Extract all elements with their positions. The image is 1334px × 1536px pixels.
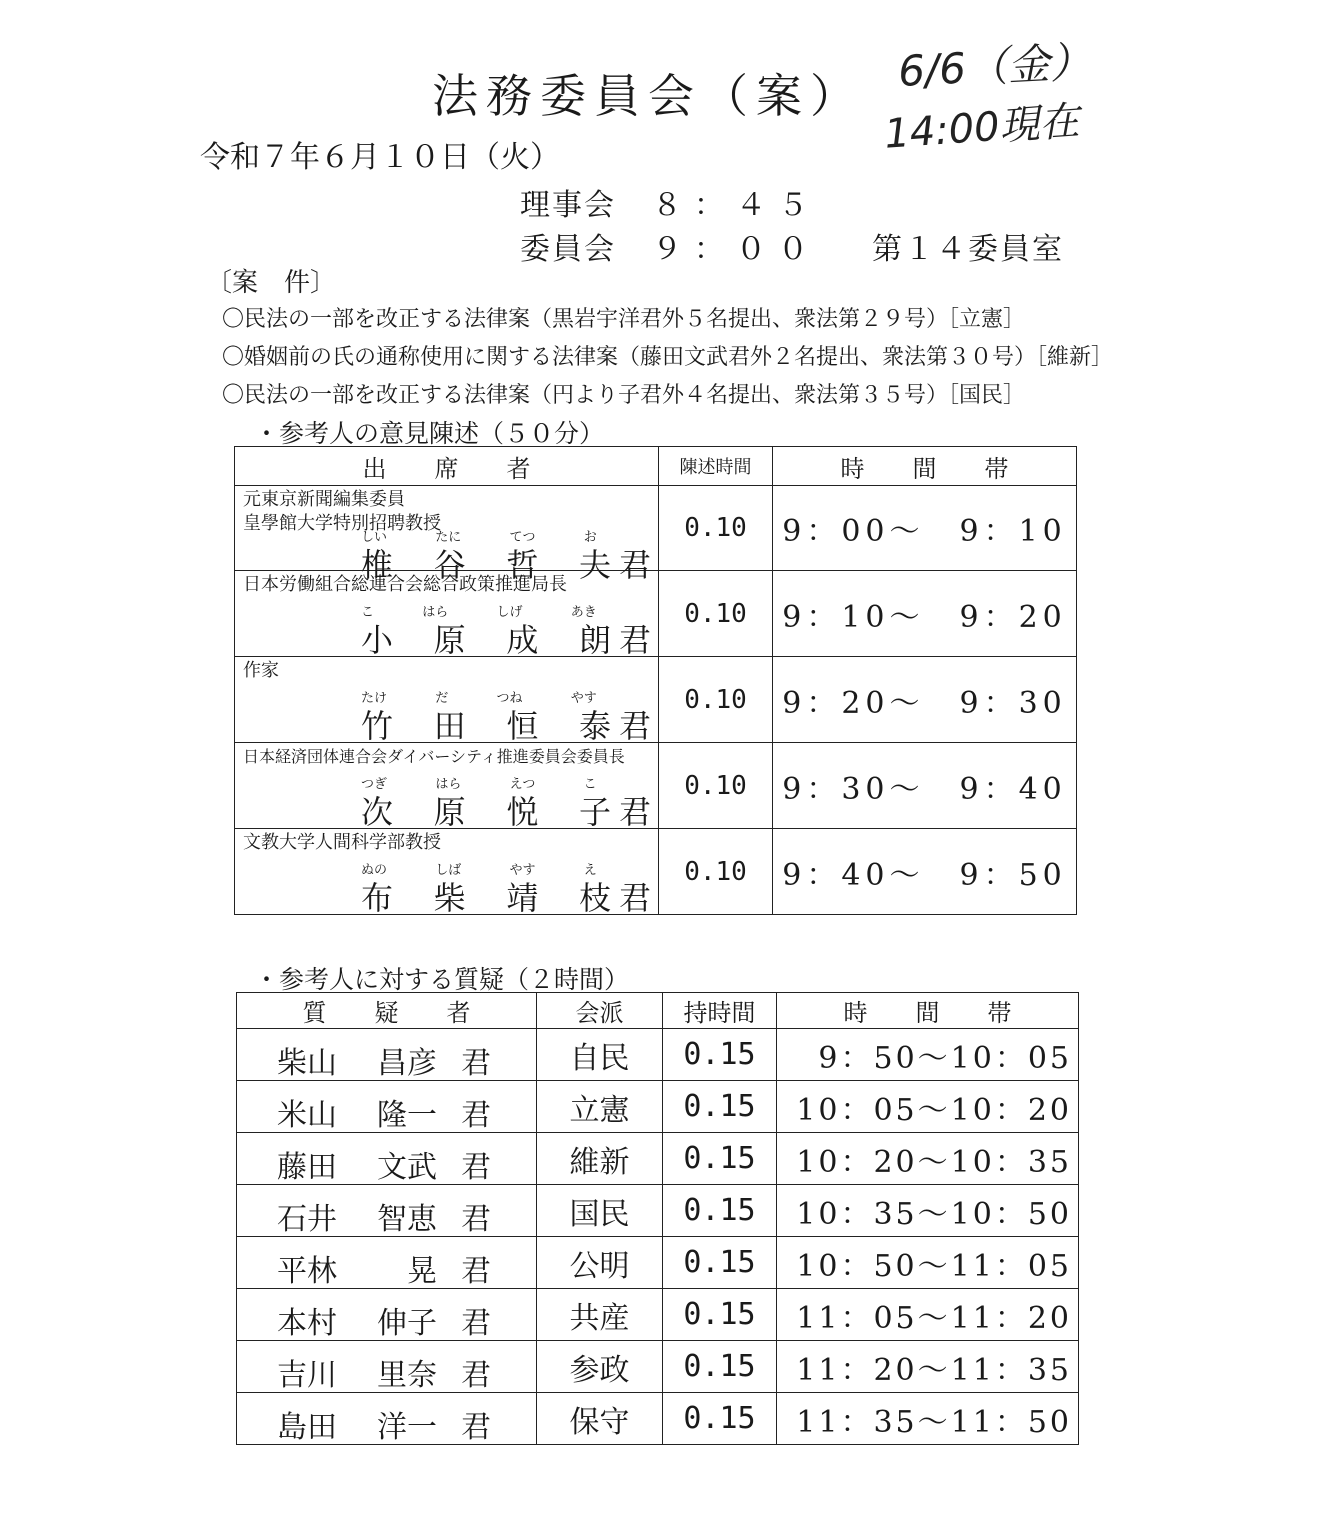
party: 自民 bbox=[537, 1029, 663, 1081]
timeslot: 9：30～ 9：40 bbox=[773, 743, 1077, 829]
rijikai-label: 理事会 bbox=[520, 188, 616, 223]
furigana-char: しば bbox=[435, 863, 462, 878]
header-party: 会派 bbox=[537, 993, 663, 1029]
question-section-title: ・参考人に対する質疑（２時間） bbox=[254, 965, 630, 994]
honorific: 君 bbox=[619, 546, 652, 584]
given-name: 智恵 bbox=[377, 1202, 437, 1237]
statement-duration: 0.10 bbox=[659, 571, 773, 657]
iinkai-time: ９：００ bbox=[652, 232, 820, 267]
page-title: 法務委員会（案） bbox=[432, 69, 864, 123]
honorific: 君 bbox=[461, 1046, 491, 1081]
honorific: 君 bbox=[461, 1410, 491, 1445]
questioner-cell bbox=[237, 1185, 537, 1237]
allotted-time: 0.15 bbox=[663, 1289, 777, 1341]
attendee-cell bbox=[235, 486, 659, 584]
furigana-char: やす bbox=[509, 863, 536, 878]
honorific: 君 bbox=[461, 1358, 491, 1393]
honorific: 君 bbox=[619, 621, 652, 659]
questioner-cell bbox=[237, 1341, 537, 1393]
given-name: 昌彦 bbox=[377, 1046, 437, 1081]
timeslot: 9：00～ 9：10 bbox=[773, 486, 1077, 571]
party: 公明 bbox=[537, 1237, 663, 1289]
handwritten-date-note: 6/6（金） bbox=[896, 36, 1093, 97]
timeslot: 9：50～10：05 bbox=[777, 1029, 1079, 1081]
name-char: 竹 bbox=[361, 707, 394, 745]
given-name: 文武 bbox=[377, 1150, 437, 1185]
table-header-row bbox=[237, 993, 1079, 1029]
questioner-cell bbox=[237, 1237, 537, 1289]
timeslot: 10：20～10：35 bbox=[777, 1133, 1079, 1185]
questioner-cell bbox=[237, 1133, 537, 1185]
affiliation: 作家 bbox=[243, 660, 279, 681]
header-timeslot: 時 間 帯 bbox=[773, 447, 1077, 486]
name-char: 原 bbox=[433, 793, 466, 831]
handwritten-time-note: 14:00現在 bbox=[882, 98, 1081, 158]
table-row bbox=[235, 829, 1077, 915]
meeting-room: 第１４委員室 bbox=[872, 232, 1064, 267]
name-char: 原 bbox=[433, 621, 466, 659]
surname: 平林 bbox=[277, 1254, 337, 1289]
meeting-date: 令和７年６月１０日（火） bbox=[200, 140, 560, 175]
surname: 米山 bbox=[277, 1098, 337, 1133]
table-row bbox=[237, 1029, 1079, 1081]
table-row bbox=[237, 1133, 1079, 1185]
party: 保守 bbox=[537, 1393, 663, 1445]
name-char: 布 bbox=[361, 879, 394, 917]
name-char: 谷 bbox=[433, 546, 466, 584]
attendee-name bbox=[361, 701, 611, 747]
affiliation: 日本労働組合総連合会総合政策推進局長 bbox=[243, 574, 567, 595]
name-char: 靖 bbox=[506, 879, 539, 917]
name-char: 悦 bbox=[506, 793, 539, 831]
name-char: 泰 bbox=[578, 707, 611, 745]
bill-item: 〇婚姻前の氏の通称使用に関する法律案（藤田文武君外２名提出、衆法第３０号）［維新］ bbox=[222, 345, 1114, 370]
name-char: 成 bbox=[506, 621, 539, 659]
furigana-char: ぬの bbox=[361, 863, 388, 878]
rijikai-time: ８：４５ bbox=[652, 188, 820, 223]
furigana-char: しげ bbox=[496, 605, 523, 620]
party: 立憲 bbox=[537, 1081, 663, 1133]
furigana-char: たに bbox=[435, 530, 462, 545]
allotted-time: 0.15 bbox=[663, 1081, 777, 1133]
honorific: 君 bbox=[619, 707, 652, 745]
furigana-char: やす bbox=[570, 691, 597, 706]
honorific: 君 bbox=[461, 1306, 491, 1341]
name-char: 哲 bbox=[506, 546, 539, 584]
name-char: 夫 bbox=[578, 546, 611, 584]
attendee-cell bbox=[235, 571, 659, 657]
furigana-char: はら bbox=[422, 605, 449, 620]
given-name: 洋一 bbox=[377, 1410, 437, 1445]
table-row bbox=[235, 657, 1077, 743]
timeslot: 9：10～ 9：20 bbox=[773, 571, 1077, 657]
honorific: 君 bbox=[461, 1150, 491, 1185]
table-row bbox=[237, 1081, 1079, 1133]
furigana-char: えつ bbox=[509, 777, 536, 792]
given-name: 晃 bbox=[377, 1254, 437, 1289]
questioner-cell bbox=[237, 1393, 537, 1445]
questioner-cell bbox=[237, 1029, 537, 1081]
iinkai-label: 委員会 bbox=[520, 232, 616, 267]
header-timeslot: 時 間 帯 bbox=[777, 993, 1079, 1029]
questioner-cell bbox=[237, 1081, 537, 1133]
timeslot: 10：50～11：05 bbox=[777, 1237, 1079, 1289]
table-row bbox=[235, 571, 1077, 657]
name-char: 次 bbox=[361, 793, 394, 831]
furigana-char: はら bbox=[435, 777, 462, 792]
table-row bbox=[237, 1237, 1079, 1289]
furigana-char: あき bbox=[570, 605, 597, 620]
furigana-char: つね bbox=[496, 691, 523, 706]
attendee-name bbox=[361, 615, 611, 661]
surname: 吉川 bbox=[277, 1358, 337, 1393]
timeslot: 11：05～11：20 bbox=[777, 1289, 1079, 1341]
header-allotted-time: 持時間 bbox=[663, 993, 777, 1029]
party: 国民 bbox=[537, 1185, 663, 1237]
header-questioner: 質 疑 者 bbox=[237, 993, 537, 1029]
name-char: 恒 bbox=[506, 707, 539, 745]
attendee-cell bbox=[235, 829, 659, 915]
attendee-name bbox=[361, 787, 611, 833]
party: 維新 bbox=[537, 1133, 663, 1185]
name-char: 枝 bbox=[578, 879, 611, 917]
furigana-char: つぎ bbox=[361, 777, 388, 792]
given-name: 里奈 bbox=[377, 1358, 437, 1393]
header-statement-time: 陳述時間 bbox=[659, 447, 773, 486]
allotted-time: 0.15 bbox=[663, 1341, 777, 1393]
table-row bbox=[237, 1289, 1079, 1341]
furigana-char: こ bbox=[583, 777, 597, 792]
attendee-name bbox=[361, 873, 611, 919]
attendee-cell bbox=[235, 657, 659, 743]
furigana-char: たけ bbox=[361, 691, 388, 706]
name-char: 朗 bbox=[578, 621, 611, 659]
allotted-time: 0.15 bbox=[663, 1185, 777, 1237]
honorific: 君 bbox=[619, 793, 652, 831]
table-header-row bbox=[235, 447, 1077, 486]
surname: 島田 bbox=[277, 1410, 337, 1445]
statement-duration: 0.10 bbox=[659, 486, 773, 571]
honorific: 君 bbox=[619, 879, 652, 917]
surname: 柴山 bbox=[277, 1046, 337, 1081]
statement-duration: 0.10 bbox=[659, 657, 773, 743]
name-char: 田 bbox=[433, 707, 466, 745]
surname: 石井 bbox=[277, 1202, 337, 1237]
table-row bbox=[235, 486, 1077, 571]
timeslot: 11：35～11：50 bbox=[777, 1393, 1079, 1445]
furigana-char: だ bbox=[435, 691, 449, 706]
name-char: 椎 bbox=[361, 546, 394, 584]
attendee-cell bbox=[235, 743, 659, 829]
table-row bbox=[237, 1185, 1079, 1237]
affiliation: 元東京新聞編集委員 皇學館大学特別招聘教授 bbox=[243, 489, 441, 534]
question-table bbox=[236, 992, 1079, 1445]
surname: 藤田 bbox=[277, 1150, 337, 1185]
timeslot: 11：20～11：35 bbox=[777, 1341, 1079, 1393]
allotted-time: 0.15 bbox=[663, 1133, 777, 1185]
header-attendee: 出 席 者 bbox=[235, 447, 659, 486]
honorific: 君 bbox=[461, 1098, 491, 1133]
table-row bbox=[235, 743, 1077, 829]
given-name: 隆一 bbox=[377, 1098, 437, 1133]
agenda-label: 〔案 件〕 bbox=[206, 268, 337, 298]
furigana-char: お bbox=[583, 530, 597, 545]
table-row bbox=[237, 1341, 1079, 1393]
opinion-table bbox=[234, 446, 1077, 915]
affiliation: 文教大学人間科学部教授 bbox=[243, 832, 441, 853]
name-char: 小 bbox=[361, 621, 394, 659]
timeslot: 10：05～10：20 bbox=[777, 1081, 1079, 1133]
statement-duration: 0.10 bbox=[659, 743, 773, 829]
allotted-time: 0.15 bbox=[663, 1237, 777, 1289]
timeslot: 9：20～ 9：30 bbox=[773, 657, 1077, 743]
affiliation: 日本経済団体連合会ダイバーシティ推進委員会委員長 bbox=[243, 747, 625, 766]
timeslot: 9：40～ 9：50 bbox=[773, 829, 1077, 915]
questioner-cell bbox=[237, 1289, 537, 1341]
name-char: 子 bbox=[578, 793, 611, 831]
name-char: 柴 bbox=[433, 879, 466, 917]
timeslot: 10：35～10：50 bbox=[777, 1185, 1079, 1237]
statement-duration: 0.10 bbox=[659, 829, 773, 915]
furigana-char: え bbox=[583, 863, 597, 878]
party: 共産 bbox=[537, 1289, 663, 1341]
allotted-time: 0.15 bbox=[663, 1029, 777, 1081]
table-row bbox=[237, 1393, 1079, 1445]
honorific: 君 bbox=[461, 1254, 491, 1289]
furigana-char: てつ bbox=[509, 530, 536, 545]
honorific: 君 bbox=[461, 1202, 491, 1237]
opinion-section-title: ・参考人の意見陳述（５０分） bbox=[254, 419, 605, 448]
allotted-time: 0.15 bbox=[663, 1393, 777, 1445]
furigana-char: しい bbox=[361, 530, 388, 545]
given-name: 伸子 bbox=[377, 1306, 437, 1341]
furigana-char: こ bbox=[361, 605, 375, 620]
bill-item: 〇民法の一部を改正する法律案（黒岩宇洋君外５名提出、衆法第２９号）［立憲］ bbox=[222, 307, 1026, 332]
surname: 本村 bbox=[277, 1306, 337, 1341]
bill-item: 〇民法の一部を改正する法律案（円より子君外４名提出、衆法第３５号）［国民］ bbox=[222, 383, 1026, 408]
party: 参政 bbox=[537, 1341, 663, 1393]
